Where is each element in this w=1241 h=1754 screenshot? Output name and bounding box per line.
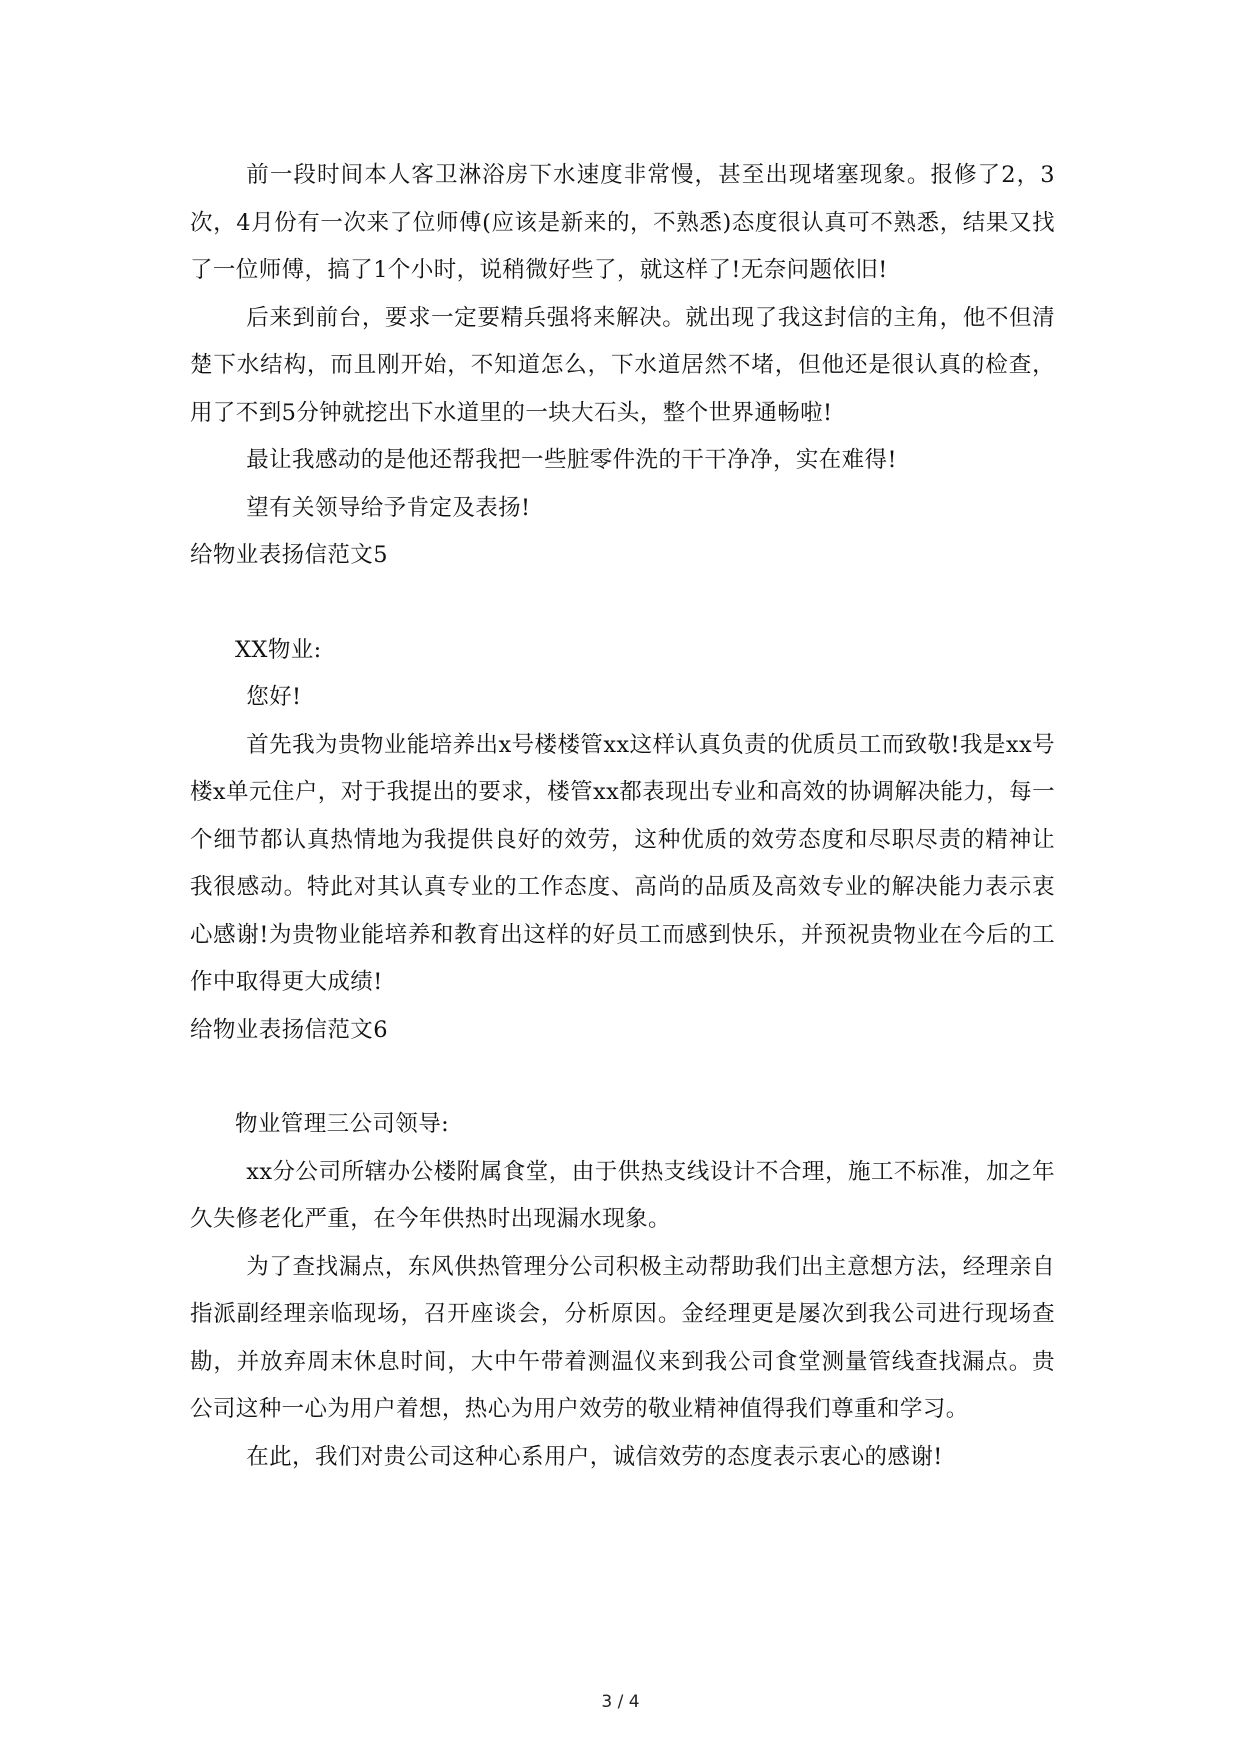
body-paragraph: 为了查找漏点，东风供热管理分公司积极主动帮助我们出主意想方法，经理亲自指派副经理亲临现场，召开座谈会，分析原因。金经理更是屡次到我公司进行现场查勘，并放弃周末休息时间，大中午带着测温仪来到我公司食堂测量管线查找漏点。贵公司这种一心为用户着想，热心为用户效劳的敬业精神值得我们尊重和学习。 [190, 1253, 1055, 1422]
body-paragraph: xx分公司所辖办公楼附属食堂，由于供热支线设计不合理，施工不标准，加之年久失修老化严重，在今年供热时出现漏水现象。 [190, 1158, 1055, 1232]
body-paragraph: 前一段时间本人客卫淋浴房下水速度非常慢，甚至出现堵塞现象。报修了2，3次，4月份有一次来了位师傅(应该是新来的，不熟悉)态度很认真可不熟悉，结果又找了一位师傅，搞了1个小时，说稍微好些了，就这样了!无奈问题依旧! [190, 162, 1055, 283]
letter-salutation: XX物业: [235, 636, 322, 663]
section-spacer [190, 580, 1055, 627]
body-paragraph: 最让我感动的是他还帮我把一些脏零件洗的干干净净，实在难得! [246, 447, 897, 473]
body-paragraph: 在此，我们对贵公司这种心系用户，诚信效劳的态度表示衷心的感谢! [246, 1443, 943, 1470]
section-spacer [190, 1054, 1055, 1101]
body-paragraph: 首先我为贵物业能培养出x号楼楼管xx这样认真负责的优质员工而致敬!我是xx号楼x单元住户，对于我提出的要求，楼管xx都表现出专业和高效的协调解决能力，每一个细节都认真热情地为我提供良好的效劳，这种优质的效劳态度和尽职尽责的精神让我很感动。特此对其认真专业的工作态度、高尚的品质及高效专业的解决能力表示衷心感谢!为贵物业能培养和教育出这样的好员工而感到快乐，并预祝贵物业在今后的工作中取得更大成绩! [190, 731, 1055, 995]
section-heading: 给物业表扬信范文6 [190, 1016, 388, 1043]
section-heading: 给物业表扬信范文5 [190, 542, 388, 568]
letter-greeting: 您好! [246, 684, 302, 710]
page-number: 3 / 4 [601, 1692, 640, 1712]
body-paragraph: 后来到前台，要求一定要精兵强将来解决。就出现了我这封信的主角，他不但清楚下水结构，而且刚开始，不知道怎么，下水道居然不堵，但他还是很认真的检查，用了不到5分钟就挖出下水道里的一块大石头，整个世界通畅啦! [190, 304, 1055, 426]
body-paragraph: 望有关领导给予肯定及表扬! [246, 494, 531, 521]
page-content [190, 152, 1055, 1481]
letter-salutation: 物业管理三公司领导: [235, 1111, 450, 1137]
